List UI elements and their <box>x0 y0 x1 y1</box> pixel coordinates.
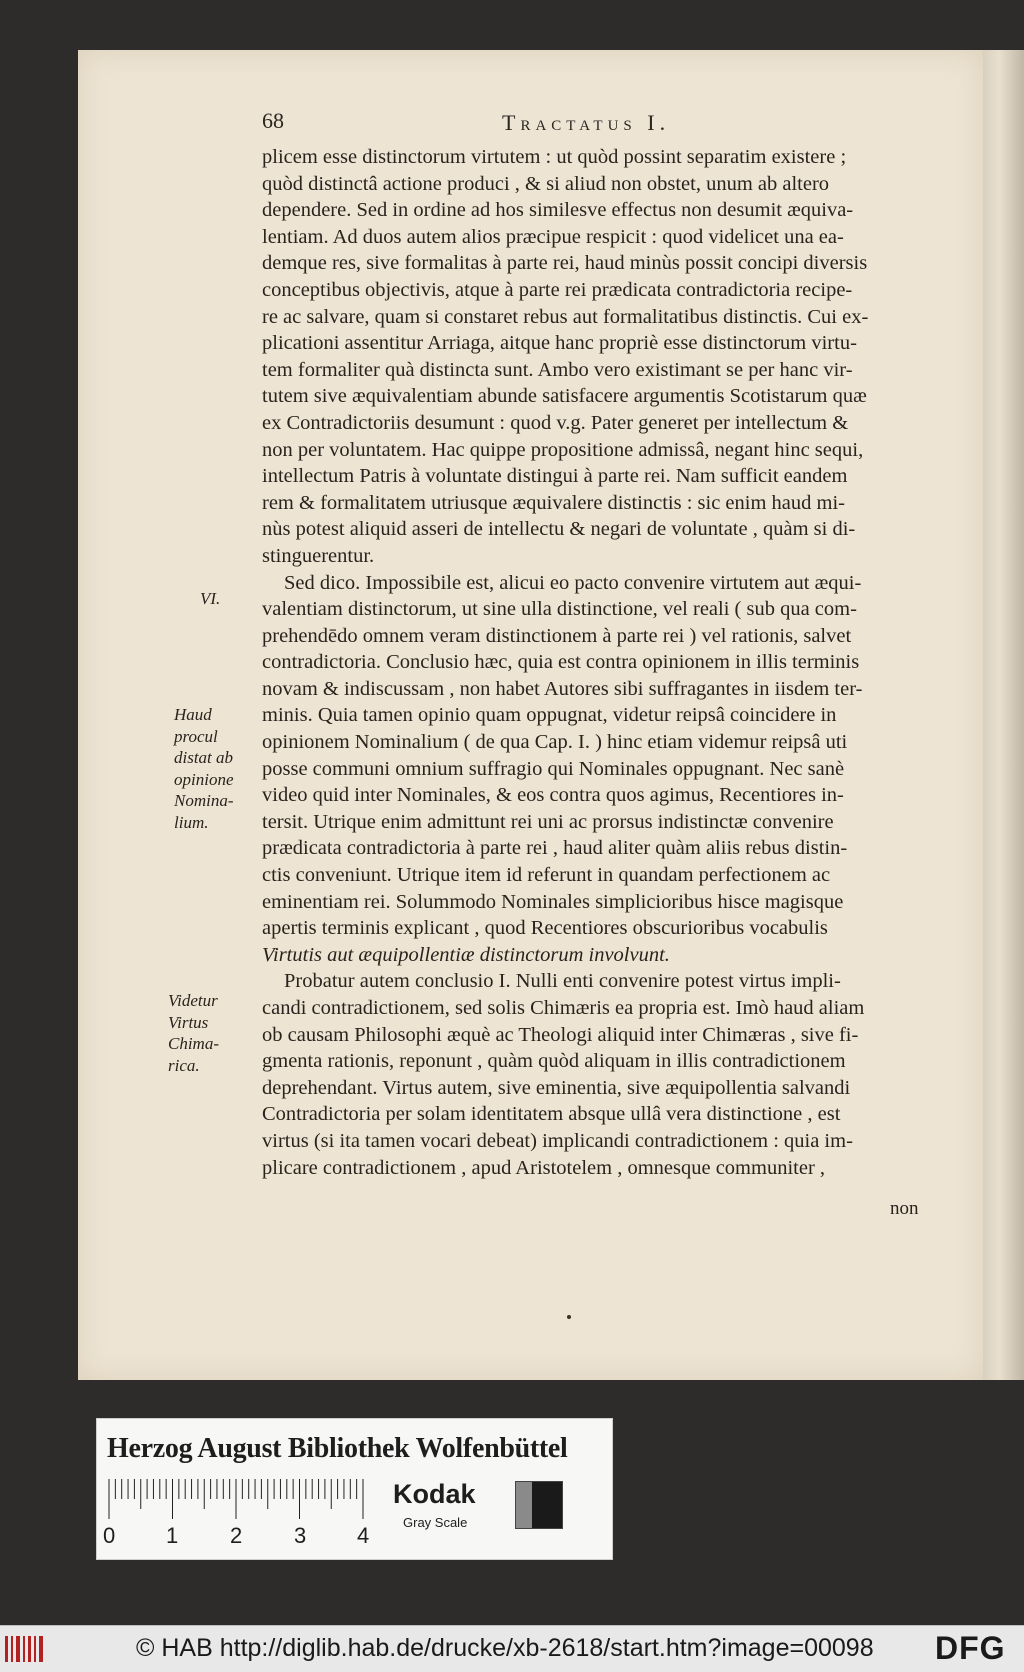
text-line: eminentiam rei. Solummodo Nominales simplicioribus hisce magisque <box>262 890 844 913</box>
text-line: stinguerentur. <box>262 544 375 567</box>
gray-scale-patch <box>515 1481 563 1529</box>
hab-barcode-icon <box>4 1634 46 1664</box>
running-head <box>262 108 952 138</box>
margin-note-line: procul <box>174 726 218 746</box>
text-line: Contradictoria per solam identitatem absque ullâ vera distinctione , est <box>262 1103 841 1126</box>
text-line: conceptibus objectivis, atque à parte rei prædicata contradictoria recipe- <box>262 278 853 301</box>
running-title: Tractatus I. <box>502 110 671 135</box>
text-line: apertis terminis explicant , quod Recentiores obscurioribus vocabulis <box>262 917 828 940</box>
footer-source-link[interactable]: © HAB http://diglib.hab.de/drucke/xb-2618/start.htm?image=00098 <box>136 1634 874 1662</box>
text-line: tem formaliter quà distincta sunt. Ambo vero existimant se per hanc vir- <box>262 358 853 381</box>
text-line: opinionem Nominalium ( de qua Cap. I. ) hinc etiam videmur reipsâ uti <box>262 731 848 754</box>
margin-note-line: rica. <box>168 1055 200 1075</box>
text-line: deprehendant. Virtus autem, sive eminentia, sive æquipollentia salvandi <box>262 1076 851 1099</box>
text-line: demque res, sive formalitas à parte rei, haud minùs possit concipi diversis <box>262 252 868 275</box>
text-line: Sed dico. Impossibile est, alicui eo pacto convenire virtutem aut æqui- <box>284 571 862 594</box>
text-line: re ac salvare, quam si constaret rebus aut formalitatibus distinctis. Cui ex- <box>262 305 869 328</box>
text-line: ctis conveniunt. Utrique item id referunt in quandam perfectionem ac <box>262 864 831 887</box>
text-line: virtus (si ita tamen vocari debeat) implicandi contradictionem : quia im- <box>262 1129 853 1152</box>
text-line: video quid inter Nominales, & eos contra quos agimus, Recentiores in- <box>262 784 844 807</box>
margin-note-line: Haud <box>174 705 212 724</box>
text-line: nùs potest aliquid asseri de intellectu & negari de voluntate , quàm si di- <box>262 518 856 541</box>
text-line: Probatur autem conclusio I. Nulli enti convenire potest virtus impli- <box>284 970 841 993</box>
text-line: prædicata contradictoria à parte rei , haud aliter quàm aliis rebus distin- <box>262 837 848 860</box>
ruler-number: 0 <box>103 1523 116 1548</box>
card-title: Herzog August Bibliothek Wolfenbüttel <box>107 1433 568 1464</box>
text-line: rem & formalitatem utriusque æquivalere distinctis : sic enim haud mi- <box>262 491 845 514</box>
kodak-logo: Kodak <box>393 1479 476 1509</box>
ruler-number: 3 <box>294 1523 307 1548</box>
text-line: valentiam distinctorum, ut sine ulla distinctione, vel reali ( sub qua com- <box>262 598 857 621</box>
text-line: plicare contradictionem , apud Aristotelem , omnesque communiter , <box>262 1156 826 1179</box>
text-line: contradictoria. Conclusio hæc, quia est contra opinionem in illis terminis <box>262 651 860 674</box>
margin-note-line: Videtur <box>168 991 218 1010</box>
margin-note-line: lium. <box>174 812 209 832</box>
margin-note-line: Nomina- <box>174 791 234 810</box>
margin-note-line: Chima- <box>168 1034 219 1053</box>
catchword: non <box>890 1198 919 1219</box>
text-line: gmenta rationis, reponunt , quàm quòd aliquam in illis contradictionem <box>262 1050 846 1073</box>
text-line: novam & indiscussam , non habet Autores sibi suffragantes in iisdem ter- <box>262 677 863 700</box>
margin-section-number: VI. <box>200 589 221 608</box>
text-line: tutem sive æquivalentiam abunde satisfacere argumentis Scotistarum quæ <box>262 385 867 408</box>
text-line: tersit. Utrique enim admittunt rei uni ac prorsus indistinctæ convenire <box>262 810 834 833</box>
ruler-number: 2 <box>230 1523 243 1548</box>
text-line: ex Contradictoriis desumunt : quod v.g. Pater generet per intellectum & <box>262 411 849 434</box>
text-line: non per voluntatem. Hac quippe propositione admissâ, negant hinc sequi, <box>262 438 864 461</box>
text-line: prehendēdo omnem veram distinctionem à parte rei ) vel rationis, salvet <box>262 624 852 647</box>
text-line: posse communi omnium suffragio qui Nominales oppugnant. Nec sanè <box>262 757 845 780</box>
text-line: quòd distinctâ actione produci , & si aliud non obstet, unum ab altero <box>262 172 830 195</box>
margin-note-videtur-virtus <box>168 990 219 1076</box>
margin-note-haud-procul <box>174 704 234 833</box>
kodak-subtitle: Gray Scale <box>403 1515 468 1530</box>
ink-dot <box>567 1315 571 1319</box>
dfg-logo: DFG <box>935 1630 1006 1666</box>
ruler-number: 1 <box>166 1523 179 1548</box>
color-calibration-card <box>96 1418 613 1560</box>
text-line: intellectum Patris à voluntate distingui à parte rei. Nam sufficit eandem <box>262 465 848 488</box>
margin-note-line: distat ab <box>174 748 234 767</box>
footer-bar <box>0 1625 1024 1672</box>
text-line: candi contradictionem, sed solis Chimæris ea propria est. Imò haud aliam <box>262 997 865 1019</box>
body-text <box>262 144 962 1181</box>
text-line: plicationi assentitur Arriaga, aitque hanc propriè esse distinctorum virtu- <box>262 332 857 355</box>
margin-note-line: opinione <box>174 769 234 789</box>
page-edge <box>983 50 1024 1380</box>
text-line: dependere. Sed in ordine ad hos similesve effectus non desumit æquiva- <box>262 199 854 222</box>
margin-note-line: Virtus <box>168 1012 209 1032</box>
text-line: minis. Quia tamen opinio quam oppugnat, videtur reipsâ coincidere in <box>262 704 837 727</box>
text-line: plicem esse distinctorum virtutem : ut quòd possint separatim existere ; <box>262 146 847 168</box>
text-line: ob causam Philosophi æquè ac Theologi aliquid inter Chimæras , sive fi- <box>262 1023 859 1046</box>
text-line: Virtutis aut æquipollentiæ distinctorum involvunt. <box>262 943 670 966</box>
text-line: lentiam. Ad duos autem alios præcipue respicit : quod videlicet una ea- <box>262 225 844 248</box>
ruler-number: 4 <box>357 1523 370 1548</box>
page-number: 68 <box>262 108 284 133</box>
